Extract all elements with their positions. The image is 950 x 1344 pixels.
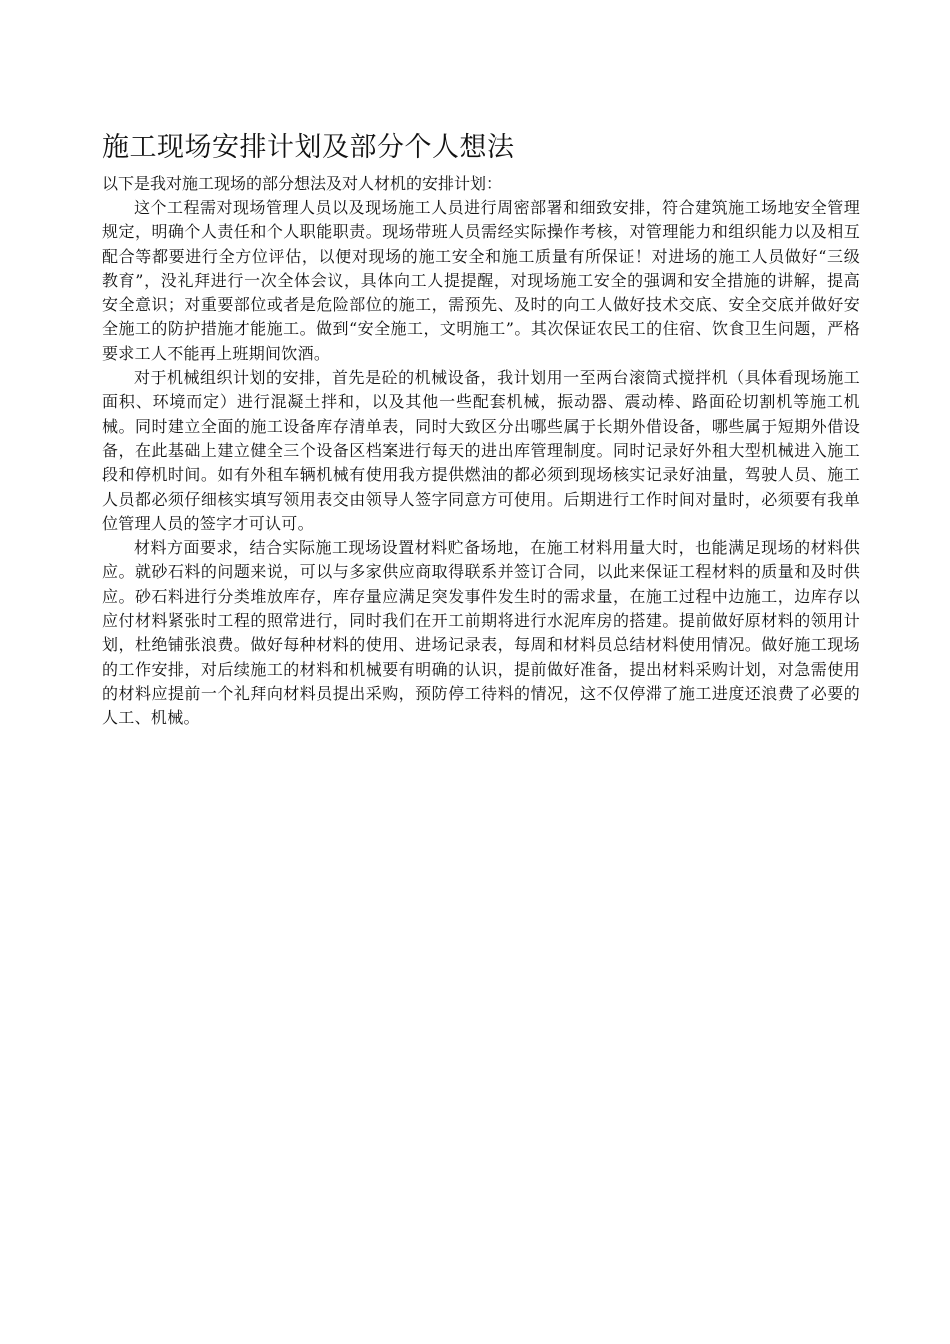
paragraph-personnel: 这个工程需对现场管理人员以及现场施工人员进行周密部署和细致安排，符合建筑施工场地安全管理规定，明确个人责任和个人职能职责。现场带班人员需经实际操作考核，对管理能力和组织能力以及相互配合等都要进行全方位评估，以便对现场的施工安全和施工质量有所保证！对进场的施工人员做好“三级教育”，没礼拜进行一次全体会议，具体向工人提提醒，对现场施工安全的强调和安全措施的讲解，提高安全意识；对重要部位或者是危险部位的施工，需预先、及时的向工人做好技术交底、安全交底并做好安全施工的防护措施才能施工。做到“安全施工，文明施工”。其次保证农民工的住宿、饮食卫生问题，严格要求工人不能再上班期间饮酒。 (102, 198, 860, 363)
paragraph-machinery: 对于机械组织计划的安排，首先是砼的机械设备，我计划用一至两台滚筒式搅拌机（具体看现场施工面积、环境而定）进行混凝土拌和，以及其他一些配套机械，振动器、震动棒、路面砼切割机等施工机械。同时建立全面的施工设备库存清单表，同时大致区分出哪些属于长期外借设备，哪些属于短期外借设备，在此基础上建立健全三个设备区档案进行每天的进出库管理制度。同时记录好外租大型机械进入施工段和停机时间。如有外租车辆机械有使用我方提供燃油的都必须到现场核实记录好油量，驾驶人员、施工人员都必须仔细核实填写领用表交由领导人签字同意方可使用。后期进行工作时间对量时，必须要有我单位管理人员的签字才可认可。 (102, 368, 860, 533)
intro-line: 以下是我对施工现场的部分想法及对人材机的安排计划： (102, 174, 503, 193)
paragraph-materials: 材料方面要求，结合实际施工现场设置材料贮备场地，在施工材料用量大时，也能满足现场的材料供应。就砂石料的问题来说，可以与多家供应商取得联系并签订合同，以此来保证工程材料的质量和及时供应。砂石料进行分类堆放库存，库存量应满足突发事件发生时的需求量，在施工过程中边施工，边库存以应付材料紧张时工程的照常进行，同时我们在开工前期将进行水泥库房的搭建。提前做好原材料的领用计划，杜绝铺张浪费。做好每种材料的使用、进场记录表，每周和材料员总结材料使用情况。做好施工现场的工作安排，对后续施工的材料和机械要有明确的认识，提前做好准备，提出材料采购计划，对急需使用的材料应提前一个礼拜向材料员提出采购，预防停工待料的情况，这不仅停滞了施工进度还浪费了必要的人工、机械。 (102, 538, 860, 728)
document-title: 施工现场安排计划及部分个人想法 (102, 132, 515, 163)
document-page (102, 128, 860, 731)
